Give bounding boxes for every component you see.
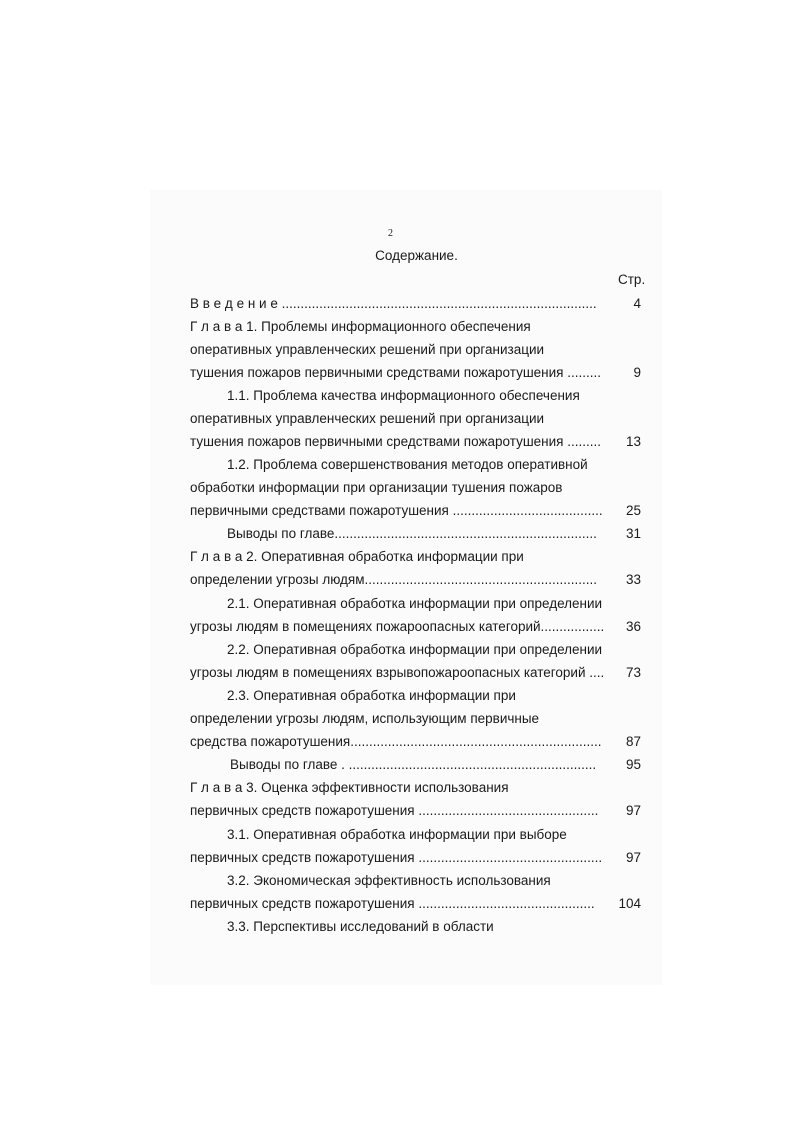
- toc-entry-line: первичных средств пожаротушения ...............................................: [190, 896, 595, 911]
- toc-entry-chapter-2: Г л а в а 2. Оперативная обработка информации при: [190, 549, 524, 564]
- toc-entry-section-2-3: 2.3. Оперативная обработка информации при: [227, 688, 516, 703]
- toc-entry-section-2-2: 2.2. Оперативная обработка информации при определении: [227, 642, 603, 657]
- toc-entry-line: тушения пожаров первичными средствами пожаротушения .........: [190, 365, 601, 380]
- toc-page: 36: [625, 619, 641, 634]
- toc-entry-line: оперативных управленческих решений при организации: [190, 342, 545, 357]
- toc-page: 73: [625, 665, 641, 680]
- toc-entry-line: тушения пожаров первичными средствами пожаротушения .........: [190, 434, 601, 449]
- toc-entry-introduction: В в е д е н и е ....................................................................................: [190, 296, 597, 311]
- toc-page: 95: [625, 757, 641, 772]
- toc-entry-line: обработки информации при организации тушения пожаров: [190, 480, 563, 495]
- toc-entry-conclusions-2: Выводы по главе . ..................................................................: [230, 757, 597, 772]
- toc-entry-line: оперативных управленческих решений при организации: [190, 411, 545, 426]
- toc-page: 104: [618, 896, 641, 911]
- toc-entry-section-1-1: 1.1. Проблема качества информационного обеспечения: [227, 388, 580, 403]
- toc-entry-section-3-1: 3.1. Оперативная обработка информации при выборе: [227, 827, 567, 842]
- toc-entry-line: определении угрозы людям..............................................................: [190, 572, 598, 587]
- toc-entry-line: первичных средств пожаротушения .................................................: [190, 850, 603, 865]
- toc-page: 25: [625, 503, 641, 518]
- toc-entry-section-2-1: 2.1. Оперативная обработка информации при определении: [227, 596, 603, 611]
- toc-page: 4: [633, 296, 641, 311]
- toc-page: 13: [625, 434, 641, 449]
- toc-page: 97: [625, 850, 641, 865]
- toc-entry-line: угрозы людям в помещениях взрывопожароопасных категорий ....: [190, 665, 605, 680]
- page-number: 2: [388, 228, 393, 239]
- toc-page: 33: [625, 572, 641, 587]
- toc-entry-section-3-2: 3.2. Экономическая эффективность использования: [227, 873, 551, 888]
- toc-entry-chapter-3: Г л а в а 3. Оценка эффективности использования: [190, 780, 509, 795]
- toc-entry-section-1-2: 1.2. Проблема совершенствования методов оперативной: [227, 457, 588, 472]
- toc-entry-line: средства пожаротушения...................................................................: [190, 734, 602, 749]
- toc-page: 31: [625, 526, 641, 541]
- toc-entry-line: определении угрозы людям, использующим первичные: [190, 711, 540, 726]
- toc-entry-chapter-1: Г л а в а 1. Проблемы информационного обеспечения: [190, 319, 531, 334]
- toc-entry-line: первичных средств пожаротушения ................................................: [190, 803, 599, 818]
- toc-entry-line: угрозы людям в помещениях пожароопасных категорий.................: [190, 619, 605, 634]
- toc-page: 9: [633, 365, 641, 380]
- page-title: Содержание.: [375, 248, 458, 263]
- page-column-header: Стр.: [618, 272, 646, 287]
- toc-page: 87: [625, 734, 641, 749]
- toc-entry-line: первичными средствами пожаротушения ........................................: [190, 503, 603, 518]
- toc-entry-section-3-3: 3.3. Перспективы исследований в области: [227, 919, 494, 934]
- toc-entry-conclusions-1: Выводы по главе......................................................................: [227, 526, 597, 541]
- toc-page: 97: [625, 803, 641, 818]
